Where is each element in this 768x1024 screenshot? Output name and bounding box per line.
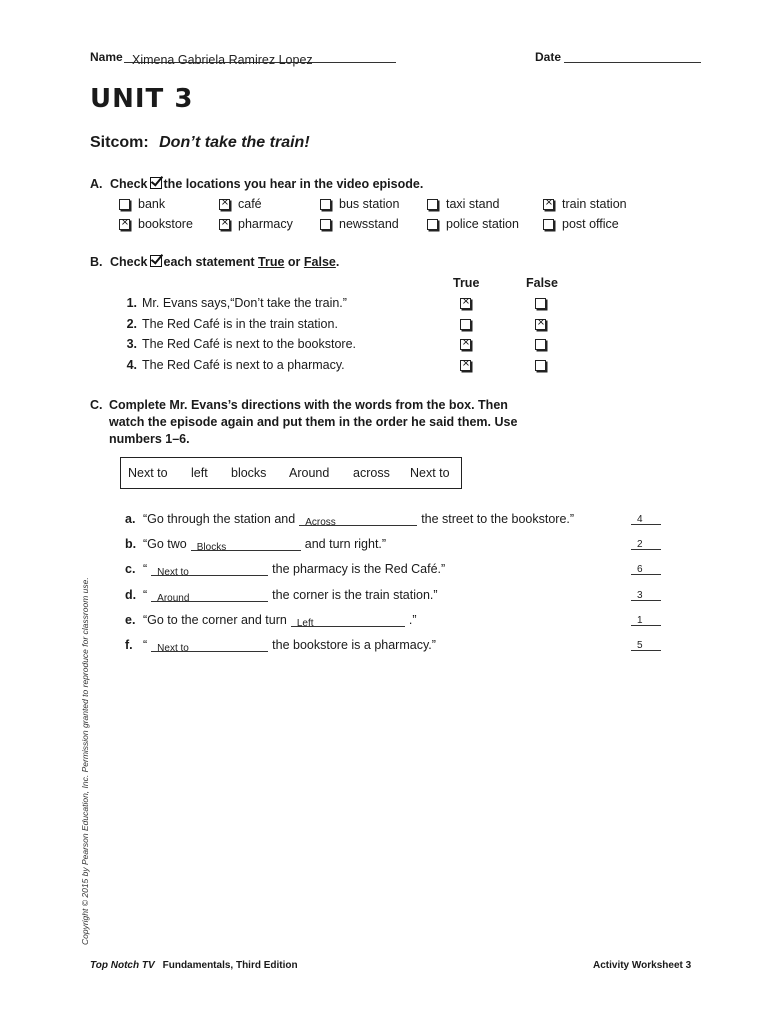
- false-checkbox[interactable]: [535, 339, 546, 350]
- date-field[interactable]: [564, 50, 701, 63]
- item-letter: a.: [125, 512, 136, 526]
- location-checkbox[interactable]: [320, 199, 331, 210]
- false-checkbox[interactable]: [535, 360, 546, 371]
- true-checkbox[interactable]: [460, 298, 471, 309]
- answer-text: Next to: [157, 567, 189, 579]
- true-checkbox[interactable]: [460, 360, 471, 371]
- location-option-label: newsstand: [339, 217, 399, 231]
- order-number: 5: [637, 640, 643, 651]
- sentence-before: “Go two: [143, 537, 187, 552]
- answer-text: Blocks: [196, 542, 227, 554]
- order-number: 2: [637, 539, 643, 551]
- order-number: 1: [637, 614, 643, 626]
- statement-text: The Red Café is next to the bookstore.: [142, 337, 357, 352]
- sentence-before: “Go to the corner and turn: [143, 612, 287, 627]
- location-option-label: post office: [562, 217, 619, 231]
- item-letter: f.: [125, 638, 133, 652]
- section-a-instruction: A. Check the locations you hear in the video episode.: [90, 177, 424, 191]
- word-box-item: Next to: [410, 466, 450, 480]
- check-icon: [150, 255, 162, 267]
- footer-worksheet: Activity Worksheet 3: [593, 960, 692, 971]
- location-option-label: pharmacy: [238, 217, 293, 231]
- checked-mark-icon: ×: [220, 197, 230, 208]
- statement-text: Mr. Evans says,“Don’t take the train.”: [142, 296, 347, 310]
- location-checkbox[interactable]: [543, 199, 554, 210]
- sentence-after: and turn right.”: [304, 537, 387, 552]
- answer-text: Around: [157, 592, 190, 604]
- location-checkbox[interactable]: [219, 219, 230, 230]
- word-box-item: across: [353, 466, 390, 480]
- section-b-instruction: B. Check each statement True or False.: [90, 255, 340, 269]
- order-blank[interactable]: [631, 588, 661, 601]
- sentence-row: [125, 588, 438, 602]
- location-option-label: police station: [446, 217, 519, 231]
- location-checkbox[interactable]: [543, 219, 554, 230]
- footer-series: Top Notch TV Fundamentals, Third Edition: [90, 960, 298, 971]
- false-checkbox[interactable]: [535, 316, 546, 330]
- word-box-item: blocks: [231, 466, 267, 480]
- location-checkbox[interactable]: [320, 219, 331, 230]
- answer-text: Across: [305, 517, 336, 528]
- checked-mark-icon: ×: [461, 337, 471, 349]
- location-checkbox[interactable]: [219, 199, 230, 210]
- word-box-item: left: [191, 466, 208, 480]
- location-option-label: café: [238, 197, 262, 211]
- sentence-after: the bookstore is a pharmacy.”: [272, 638, 436, 652]
- answer-blank[interactable]: [151, 638, 268, 652]
- name-label: Name: [90, 50, 123, 64]
- checked-mark-icon: ×: [220, 217, 230, 228]
- false-column-header: False: [526, 276, 558, 290]
- date-label: Date: [535, 50, 562, 64]
- checked-mark-icon: ×: [461, 358, 471, 370]
- statement-row: [119, 337, 356, 351]
- sentence-after: the corner is the train station.”: [272, 587, 438, 602]
- location-option-label: bookstore: [138, 217, 193, 231]
- statement-text: The Red Café is in the train station.: [142, 316, 338, 331]
- statement-number: 3.: [126, 337, 137, 352]
- item-letter: d.: [125, 587, 137, 602]
- item-letter: e.: [125, 612, 136, 627]
- sentence-row: [125, 512, 574, 526]
- location-checkbox[interactable]: [427, 199, 438, 210]
- sentence-after: .”: [408, 612, 417, 627]
- location-checkbox[interactable]: [119, 199, 130, 210]
- checked-mark-icon: ×: [536, 316, 546, 328]
- sentence-before: “: [143, 587, 148, 602]
- answer-blank[interactable]: [291, 613, 405, 627]
- sentence-row: [125, 562, 446, 579]
- order-blank[interactable]: [631, 638, 661, 651]
- sentence-before: “: [143, 638, 148, 652]
- statement-number: 4.: [126, 358, 137, 373]
- answer-text: Left: [296, 617, 314, 629]
- true-checkbox[interactable]: [460, 319, 471, 330]
- item-letter: b.: [125, 537, 137, 552]
- location-option-label: bank: [138, 197, 166, 211]
- statement-row: [119, 317, 338, 331]
- sentence-before: “Go through the station and: [143, 512, 296, 526]
- order-number: 3: [637, 589, 643, 601]
- order-number: 6: [637, 564, 643, 576]
- sentence-row: [125, 613, 416, 627]
- location-option-label: bus station: [339, 197, 400, 211]
- statement-row: [119, 358, 345, 372]
- answer-blank[interactable]: [191, 537, 301, 554]
- order-blank[interactable]: [631, 537, 661, 550]
- sentence-after: the pharmacy is the Red Café.”: [272, 562, 446, 577]
- location-option-label: taxi stand: [446, 197, 500, 211]
- answer-text: Next to: [157, 643, 189, 654]
- word-box-item: Next to: [128, 466, 168, 480]
- section-c-instruction: C. Complete Mr. Evans’s directions with the words from the box. Then watch the episode again and put them in the order he said them. Use numbers 1–6.: [90, 398, 518, 446]
- location-option-label: train station: [562, 197, 627, 211]
- word-box: [120, 457, 462, 489]
- check-icon: [150, 177, 162, 189]
- location-checkbox[interactable]: [119, 219, 130, 230]
- order-blank[interactable]: [631, 562, 661, 575]
- sentence-row: [125, 638, 436, 652]
- statement-row: [119, 296, 347, 310]
- false-checkbox[interactable]: [535, 298, 546, 309]
- order-number: 4: [637, 514, 643, 525]
- checked-mark-icon: ×: [120, 217, 130, 228]
- statement-number: 2.: [126, 316, 137, 331]
- statement-text: The Red Café is next to a pharmacy.: [142, 358, 345, 373]
- sentence-row: [125, 537, 387, 554]
- checked-mark-icon: ×: [544, 197, 554, 208]
- order-blank[interactable]: [631, 512, 661, 525]
- answer-blank[interactable]: [299, 512, 417, 526]
- item-letter: c.: [125, 562, 136, 577]
- true-column-header: True: [453, 276, 480, 290]
- location-checkbox[interactable]: [427, 219, 438, 230]
- true-checkbox[interactable]: [460, 339, 471, 350]
- unit-title: UNIT 3: [90, 84, 194, 114]
- checked-mark-icon: ×: [461, 296, 471, 307]
- statement-number: 1.: [126, 296, 137, 310]
- answer-blank[interactable]: [151, 588, 268, 602]
- sitcom-title: Don’t take the train!: [159, 134, 310, 151]
- copyright-notice: Copyright © 2015 by Pearson Education, Inc. Permission granted to reproduce for classroom use.: [80, 577, 90, 945]
- word-box-item: Around: [289, 466, 330, 480]
- answer-blank[interactable]: [151, 562, 268, 579]
- sitcom-heading: Sitcom: Don’t take the train!: [90, 134, 310, 151]
- name-value: Ximena Gabriela Ramirez Lopez: [132, 53, 313, 67]
- order-blank[interactable]: [631, 613, 661, 626]
- sentence-after: the street to the bookstore.”: [421, 512, 575, 526]
- sentence-before: “: [143, 562, 148, 577]
